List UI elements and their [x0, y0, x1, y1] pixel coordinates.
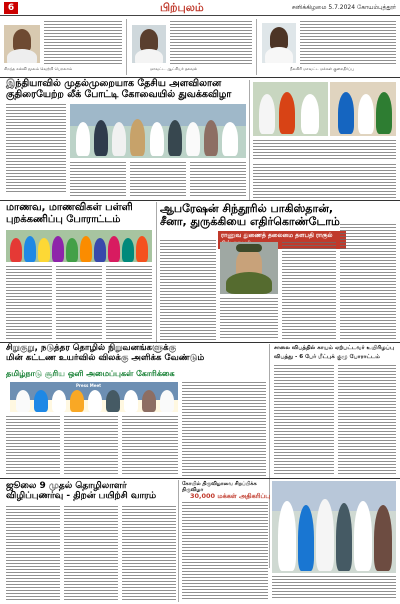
- story1-body-col2: [70, 162, 126, 196]
- portrait-photo-3: [262, 23, 296, 63]
- story3-officer-photo: [220, 242, 278, 294]
- story6-body-col1: [6, 506, 60, 600]
- story6-body-col2: [64, 506, 118, 600]
- story2-photo: [6, 230, 152, 262]
- right-photo-2: [330, 82, 396, 136]
- story4-body-col1: [6, 416, 60, 476]
- story2-headline-line2: புறக்கணிப்பு போராட்டம்: [6, 213, 121, 225]
- story3-kicker: ராணுவ துணைத் தலைமை தளபதி ராகுல்: [218, 231, 346, 249]
- story1-headline-line1: இந்தியாவில் முதல்முறையாக தேசிய அளவிலான: [6, 78, 222, 89]
- story1-headline: [6, 79, 246, 101]
- dateline: சனிக்கிழமை 5.7.2024 கோயம்புத்தூர்: [291, 4, 396, 11]
- story6-body-col3: [122, 506, 176, 600]
- story7-headline: கோயில் திருவிழாவை சிறப்பிக்க திருவிழா: [182, 481, 257, 493]
- story3-body-col3: [282, 242, 336, 340]
- story1-photo: [70, 104, 246, 158]
- story4-body-col4: [182, 382, 266, 476]
- story6-headline-line2: விழிப்புணர்வு - திறன் பயிற்சி வாரம்: [6, 491, 157, 502]
- story5-headline: சாலை விபத்தில் காயம் ஏற்பட்டவர் உயிரிழப்பு: [274, 345, 395, 351]
- story4-body-col2: [64, 416, 118, 476]
- story5-subline: விபத்து - 6 பேர் மீட்புக் குழு போராட்டம்: [274, 354, 380, 360]
- top-strip: [0, 17, 400, 77]
- page-number: 6: [4, 2, 18, 14]
- story5-body-col1: [274, 365, 334, 475]
- story5-body-col2: [338, 365, 396, 475]
- story3-headline-line1: ஆபரேஷன் சிந்தூரில் பாகிஸ்தான்,: [160, 202, 334, 215]
- box3-text: [300, 21, 396, 65]
- story2-headline-line1: மாணவ, மாணவிகள் பள்ளி: [6, 202, 133, 213]
- story6-headline: [6, 481, 176, 502]
- press-meet-sign: Press Meet: [76, 383, 102, 388]
- story1-body-col4: [190, 162, 246, 196]
- newspaper-logo: பிற்புலம்: [160, 1, 204, 14]
- story4-body-col3: [122, 416, 178, 476]
- story3-body-col4: [340, 224, 396, 340]
- box1-text: [44, 21, 122, 65]
- story3-headline-line2: சீனா, துருக்கியை எதிர்கொண்டோம்: [160, 214, 340, 228]
- box2-text: [170, 21, 252, 65]
- story1-headline-line2: குதிரையேற்ற லீக் போட்டி கோவையில் துவக்கவிழா: [6, 88, 232, 100]
- portrait-photo-2: [132, 25, 166, 63]
- story4-headline-line1: சிறுகுறு, நடுத்தர தொழில் நிறுவனங்களுக்கு: [6, 343, 177, 353]
- story6-headline-line1: ஜூலை 9 முதல் தொழிலாளர்: [6, 481, 127, 491]
- story4-headline-line2: மின் கட்டண உயர்வில் விலக்கு அளிக்க வேண்டும்: [6, 352, 205, 363]
- right-photo-1: [253, 82, 328, 136]
- story4-press-meet-photo: [10, 382, 178, 412]
- story5-photo-caption: [272, 576, 396, 600]
- story4-headline: [6, 344, 266, 364]
- right-column-text: [253, 164, 396, 198]
- story7-body: [182, 502, 268, 600]
- story4-kicker: தமிழ்நாடு சூரிய ஒளி அமைப்புகள் கோரிக்கை: [6, 369, 175, 378]
- story3-body-col2: [220, 298, 278, 340]
- box2-footer: மாவட்ட ஆட்சியர் தகவல்: [150, 66, 198, 71]
- right-photo-caption: [253, 140, 396, 160]
- story2-body-col3: [106, 266, 152, 340]
- story5-group-photo: [272, 481, 396, 573]
- story7-subline: 30,000 மக்கள் அதிகரிப்பு: [190, 492, 271, 500]
- story2-headline: [6, 202, 156, 225]
- portrait-photo-1: [4, 25, 40, 63]
- masthead: [0, 0, 400, 16]
- story1-body-col1: [6, 104, 66, 194]
- box3-footer: நீலகிரி மாவட்ட மக்கள் குறைதீர்ப்பு: [290, 66, 354, 71]
- story2-body-col2: [56, 266, 102, 340]
- box1-footer: சிறந்த கல்வி மூலம் வெற்றி பெறலாம்: [4, 66, 73, 71]
- story1-body-col3: [130, 162, 186, 196]
- story3-body-col1: [160, 240, 216, 340]
- story2-body-col1: [6, 266, 52, 340]
